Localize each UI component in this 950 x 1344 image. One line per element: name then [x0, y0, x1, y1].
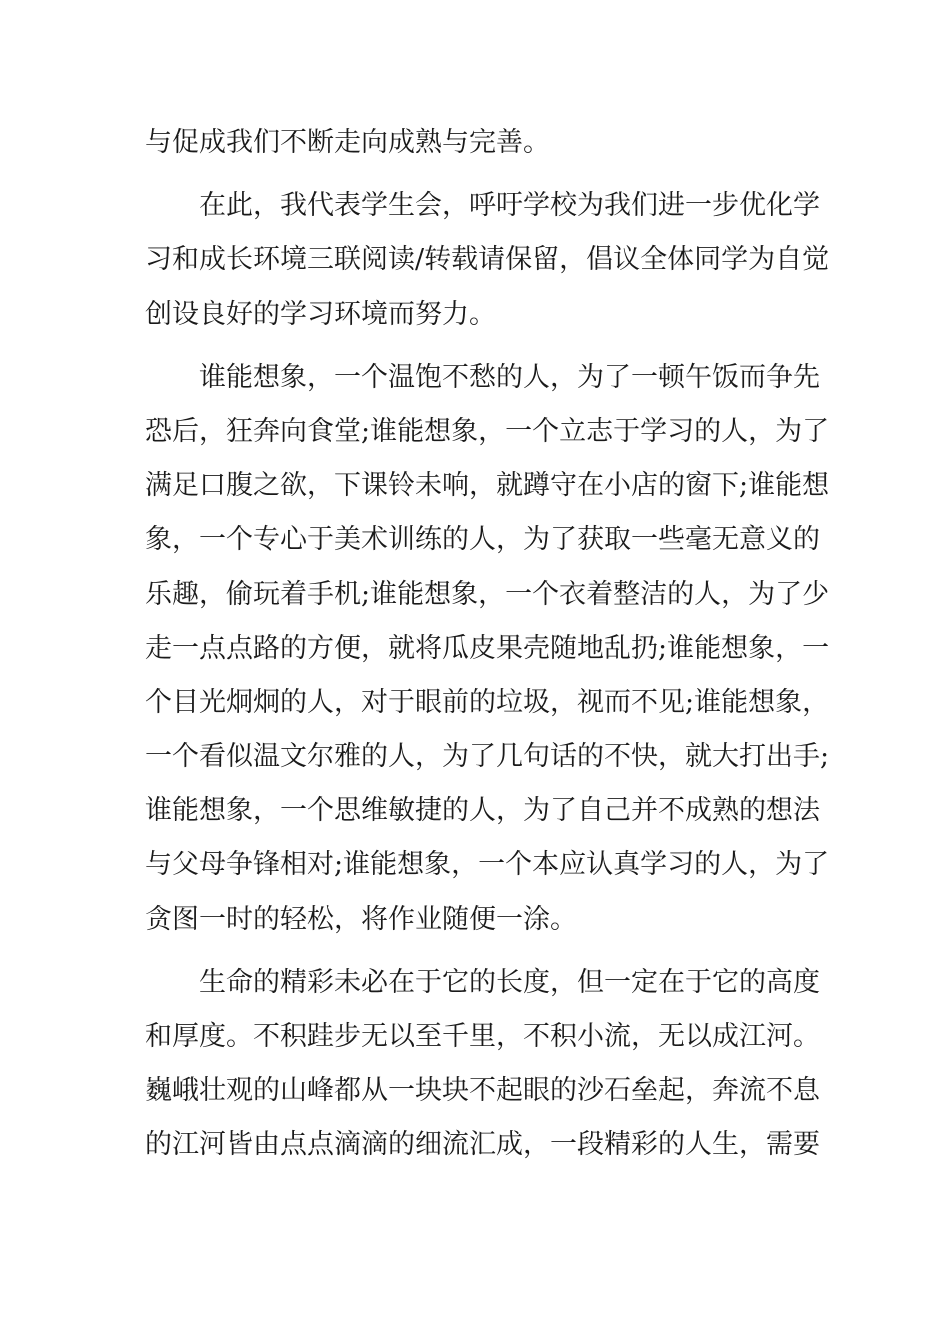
text-line: 生命的精彩未必在于它的长度，但一定在于它的高度 [199, 966, 820, 998]
text-line: 走一点点路的方便，就将瓜皮果壳随地乱扔;谁能想象，一 [145, 632, 830, 664]
paragraph-3 [145, 351, 830, 947]
text-line: 满足口腹之欲，下课铃未响，就蹲守在小店的窗下;谁能想 [145, 470, 830, 502]
text-line: 的江河皆由点点滴滴的细流汇成，一段精彩的人生，需要 [145, 1129, 820, 1161]
text-line: 创设良好的学习环境而努力。 [145, 298, 496, 330]
text-line: 巍峨壮观的山峰都从一块块不起眼的沙石垒起，奔流不息 [145, 1075, 820, 1107]
text-line: 习和成长环境三联阅读/转载请保留，倡议全体同学为自觉 [145, 244, 830, 276]
text-line: 谁能想象，一个温饱不愁的人，为了一顿午饭而争先 [199, 361, 820, 393]
text-line: 和厚度。不积跬步无以至千里，不积小流，无以成江河。 [145, 1021, 820, 1052]
text-line: 乐趣，偷玩着手机;谁能想象，一个衣着整洁的人，为了少 [145, 578, 830, 610]
text-line: 恐后，狂奔向食堂;谁能想象，一个立志于学习的人，为了 [145, 415, 830, 447]
text-line: 在此，我代表学生会，呼吁学校为我们进一步优化学 [199, 190, 820, 222]
text-line: 象，一个专心于美术训练的人，为了获取一些毫无意义的 [145, 524, 820, 556]
text-line: 与父母争锋相对;谁能想象，一个本应认真学习的人，为了 [145, 849, 830, 881]
paragraph-2 [145, 179, 830, 342]
text-line: 谁能想象，一个思维敏捷的人，为了自己并不成熟的想法 [145, 795, 820, 827]
paragraph-4 [145, 956, 820, 1173]
text-line: 一个看似温文尔雅的人，为了几句话的不快，就大打出手; [145, 741, 830, 773]
paragraph-1 [145, 116, 810, 170]
text-line: 贪图一时的轻松，将作业随便一涂。 [145, 903, 577, 935]
text-line: 个目光炯炯的人，对于眼前的垃圾，视而不见;谁能想象， [145, 686, 830, 718]
text-line: 与促成我们不断走向成熟与完善。 [145, 127, 550, 158]
document-body [145, 116, 830, 1173]
